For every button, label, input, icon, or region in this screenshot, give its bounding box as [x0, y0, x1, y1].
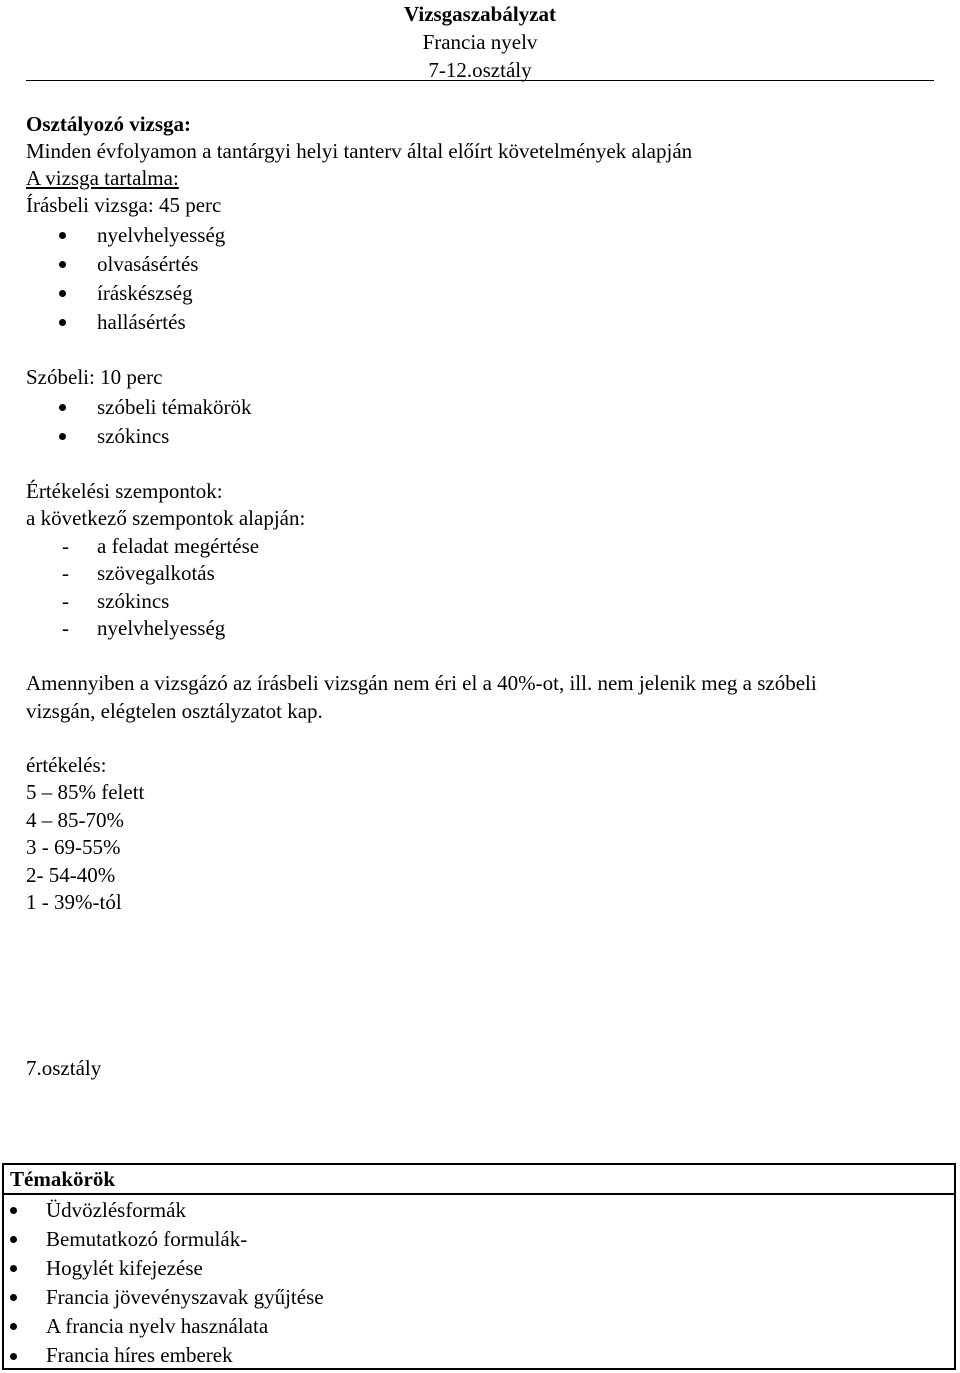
list-item-label: nyelvhelyesség — [97, 223, 226, 247]
list-item-label: hallásértés — [97, 310, 186, 334]
grading-row: 4 – 85-70% — [26, 808, 124, 832]
topic-label: Hogylét kifejezése — [46, 1256, 203, 1280]
bullet-icon — [10, 1294, 17, 1301]
grade-section-label: 7.osztály — [26, 1056, 102, 1080]
bullet-icon — [10, 1236, 17, 1243]
criteria-intro: a következő szempontok alapján: — [26, 506, 306, 530]
exam-content-label: A vizsga tartalma: — [26, 166, 179, 190]
list-item-label: íráskészség — [97, 281, 193, 305]
oral-exam-label: Szóbeli: 10 perc — [26, 365, 163, 389]
dash-marker: - — [62, 561, 69, 585]
table-header-divider — [2, 1193, 956, 1195]
dash-marker: - — [62, 616, 69, 640]
bullet-icon — [10, 1207, 17, 1214]
list-item-label: szóbeli témakörök — [97, 395, 252, 419]
grading-row: 3 - 69-55% — [26, 835, 121, 859]
criteria-heading: Értékelési szempontok: — [26, 479, 223, 503]
table-heading: Témakörök — [10, 1167, 115, 1191]
written-exam-label: Írásbeli vizsga: 45 perc — [26, 193, 222, 217]
document-subject: Francia nyelv — [422, 30, 538, 54]
topic-label: Francia jövevényszavak gyűjtése — [46, 1285, 324, 1309]
document-title: Vizsgaszabályzat — [403, 2, 557, 26]
rule-line-2: vizsgán, elégtelen osztályzatot kap. — [26, 699, 323, 723]
topic-label: A francia nyelv használata — [46, 1314, 269, 1338]
bullet-icon — [10, 1353, 17, 1360]
document-grades: 7-12.osztály — [428, 58, 532, 82]
bullet-icon — [59, 319, 66, 326]
list-item-label: szókincs — [97, 424, 170, 448]
list-item-label: olvasásértés — [97, 252, 199, 276]
exam-description: Minden évfolyamon a tantárgyi helyi tanterv által előírt követelmények alapján — [26, 139, 693, 163]
grading-row: 1 - 39%-tól — [26, 890, 122, 914]
header-divider — [26, 80, 934, 81]
bullet-icon — [10, 1265, 17, 1272]
grading-row: 2- 54-40% — [26, 863, 116, 887]
bullet-icon — [10, 1323, 17, 1330]
dash-marker: - — [62, 534, 69, 558]
dash-marker: - — [62, 589, 69, 613]
grading-row: 5 – 85% felett — [26, 780, 145, 804]
list-item-label: szövegalkotás — [97, 561, 215, 585]
rule-line-1: Amennyiben a vizsgázó az írásbeli vizsgán nem éri el a 40%-ot, ill. nem jelenik meg a szóbeli — [26, 671, 817, 695]
topic-label: Üdvözlésformák — [46, 1198, 186, 1222]
bullet-icon — [59, 290, 66, 297]
list-item-label: a feladat megértése — [97, 534, 260, 558]
bullet-icon — [59, 261, 66, 268]
topic-label: Bemutatkozó formulák- — [46, 1227, 248, 1251]
bullet-icon — [59, 433, 66, 440]
bullet-icon — [59, 404, 66, 411]
topic-label: Francia híres emberek — [46, 1343, 233, 1367]
document-header — [0, 0, 960, 84]
bullet-icon — [59, 232, 66, 239]
list-item-label: szókincs — [97, 589, 170, 613]
exam-heading: Osztályozó vizsga: — [26, 112, 192, 136]
grading-label: értékelés: — [26, 753, 107, 777]
list-item-label: nyelvhelyesség — [97, 616, 226, 640]
